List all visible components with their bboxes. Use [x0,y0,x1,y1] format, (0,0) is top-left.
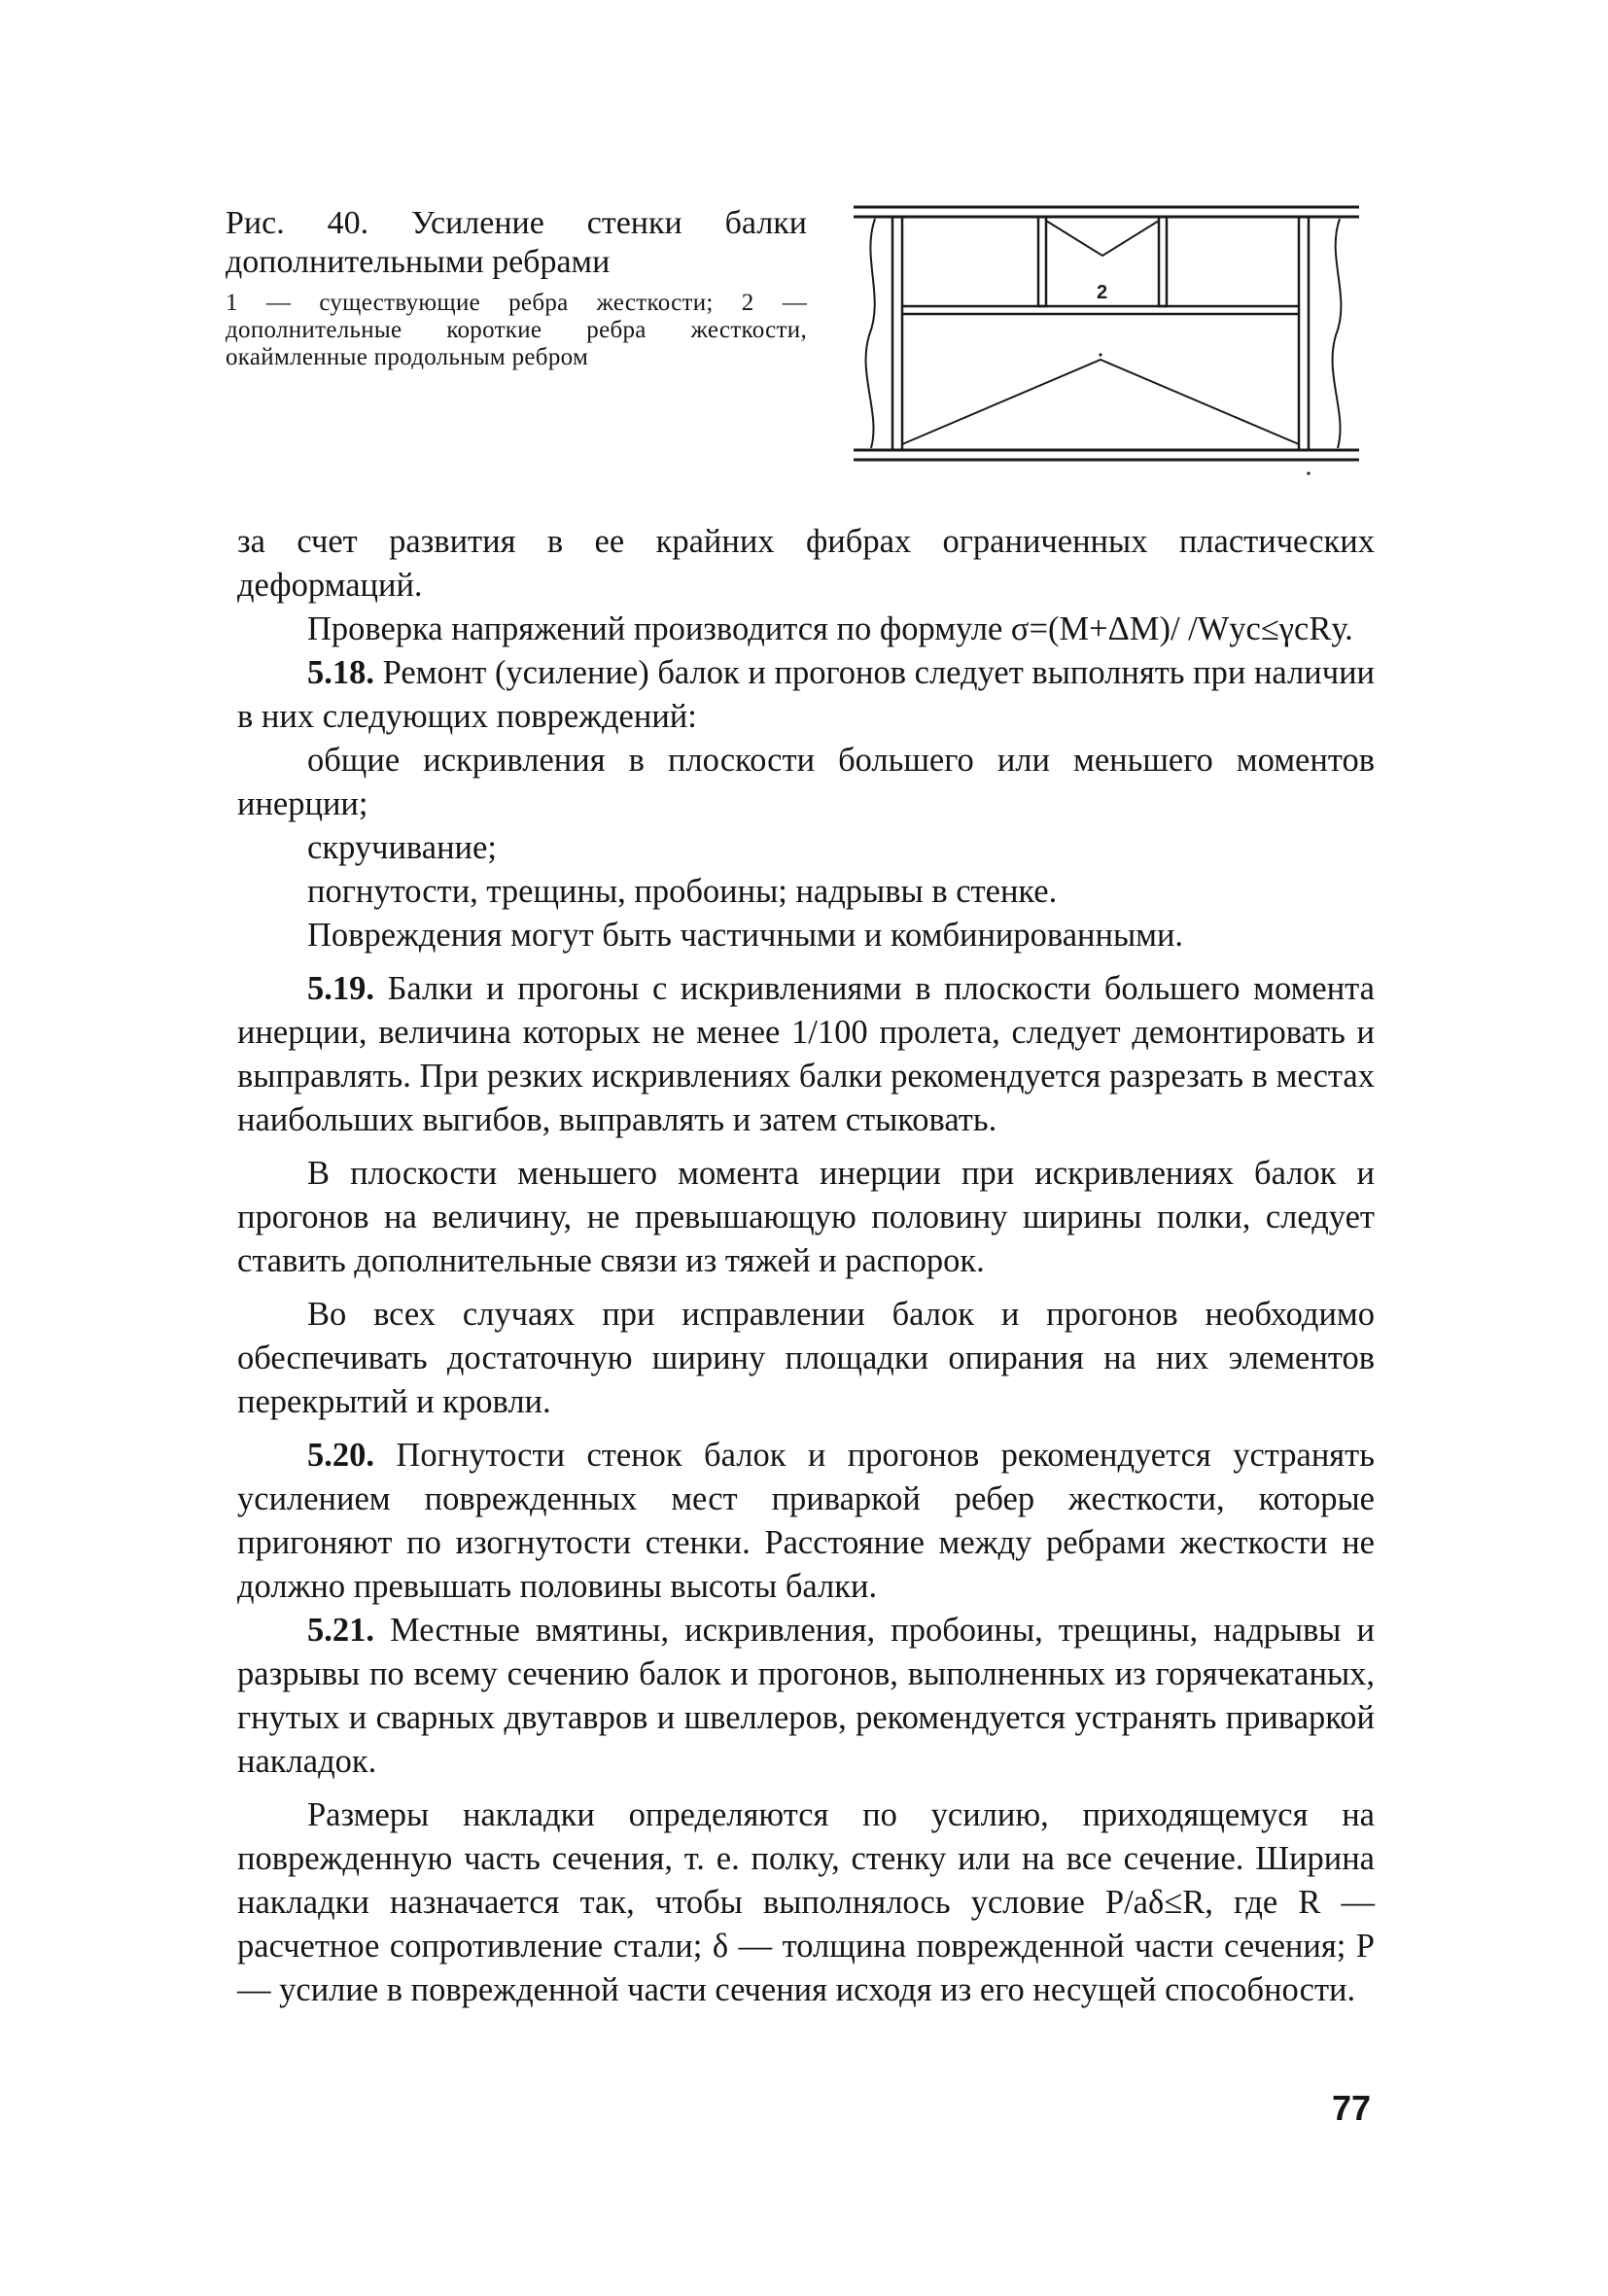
paragraph-13: Размеры накладки определяются по усилию, приходящемуся на поврежденную часть сечения, т. е. полку, стенку или на все сечение. Ширина накладки назначается так, чтобы выполнялось условие P/aδ≤R, где R — расчетное сопротивление стали; δ — толщина поврежденной части сечения; P — усилие в поврежденной части сечения исходя из его несущей способности. [237,1796,1375,2008]
paragraph-5-18 [237,651,1375,739]
clause-number: 5.21. [307,1612,374,1649]
paragraph-6: погнутости, трещины, пробоины; надрывы в стенке. [307,873,1058,910]
clause-number: 5.18. [307,654,374,691]
left-break-line [866,219,875,448]
paragraph-7: Повреждения могут быть частичными и комбинированными. [307,917,1184,954]
figure-legend: 1 — существующие ребра жесткости; 2 — дополнительные короткие ребра жесткости, окаймленные продольным ребром [226,290,807,370]
beam-diagram-svg [854,199,1359,481]
corner-dot [1307,471,1310,474]
paragraph-5-21 [237,1609,1375,1784]
body-text [237,520,1375,2012]
clause-text: Погнутости стенок балок и прогонов рекомендуется устранять усилением поврежденных мест приваркой ребер жесткости, которые пригоняют по изогнутости стенки. Расстояние между ребрами жесткости не должно превышать половины высоты балки. [237,1437,1375,1605]
clause-text: Ремонт (усиление) балок и прогонов следует выполнять при наличии в них следующих повреждений: [237,654,1375,735]
clause-text: Местные вмятины, искривления, пробоины, трещины, надрывы и разрывы по всему сечению балок и прогонов, выполненных из горячекатаных, гнутых и сварных двутавров и швеллеров, рекомендуется устранять приваркой накладок. [237,1612,1375,1780]
paragraph-9: В плоскости меньшего момента инерции при искривлениях балок и прогонов на величину, не превышающую половину ширины полки, следует ставить дополнительные связи из тяжей и распорок. [237,1155,1375,1279]
paragraph-4: общие искривления в плоскости большего или меньшего моментов инерции; [237,742,1375,822]
label-2: 2 [1097,282,1108,303]
paragraph-5-20 [237,1434,1375,1609]
paragraph-10: Во всех случаях при исправлении балок и прогонов необходимо обеспечивать достаточную ширину площадки опирания на них элементов перекрытий и кровли. [237,1296,1375,1420]
short-stiffener-left [1038,217,1046,306]
figure-caption-title: Рис. 40. Усиление стенки балки дополнительными ребрами [226,205,807,280]
clause-text: Балки и прогоны с искривлениями в плоскости большего момента инерции, величина которых не менее 1/100 пролета, следует демонтировать и выправлять. При резких искривлениях балки рекомендуется разрезать в местах наибольших выгибов, выправлять и затем стыковать. [237,970,1375,1138]
clause-number: 5.19. [307,970,374,1007]
short-stiffener-right [1159,217,1167,306]
paragraph-5: скручивание; [307,829,497,866]
existing-stiffener-left [892,217,902,450]
paragraph-2: Проверка напряжений производится по формуле σ=(M+ΔM)/ /Wус≤γсRу. [307,610,1353,647]
paragraph-1: за счет развития в ее крайних фибрах ограниченных пластических деформаций. [237,523,1375,604]
clause-number: 5.20. [307,1437,374,1474]
beam-diagram [854,199,1359,481]
paragraph-5-19 [237,967,1375,1142]
right-break-line [1333,219,1342,448]
figure-caption [226,204,807,371]
upper-panel-diagonals [1046,221,1159,256]
lower-panel-diagonals [902,360,1299,444]
existing-stiffener-right [1299,217,1309,450]
page-number: 77 [1332,2088,1372,2128]
apex-dot [1099,353,1101,356]
